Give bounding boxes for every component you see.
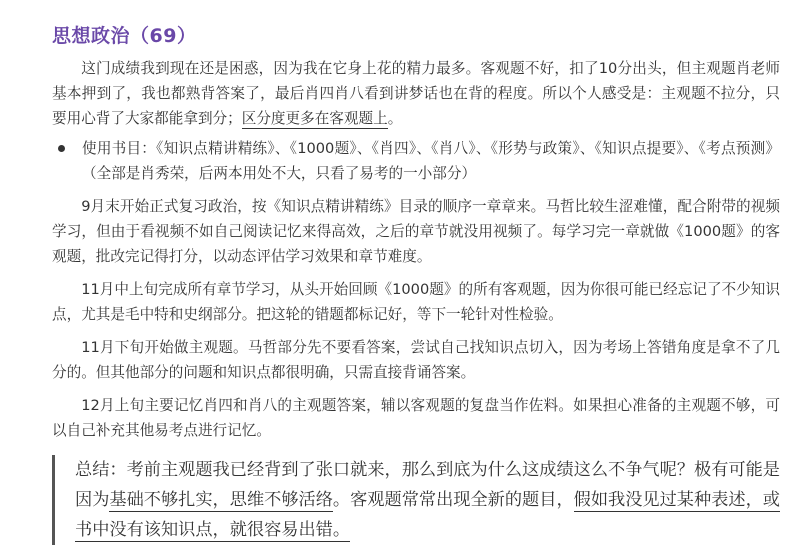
intro-tail: 。 (387, 110, 403, 127)
document-page (52, 22, 780, 545)
section-heading: 思想政治（69） (52, 25, 197, 47)
books-list-item (52, 136, 780, 186)
summary-underlined-1: 基础不够扎实，思维不够活络 (109, 490, 333, 510)
paragraph-late-november: 11月下旬开始做主观题。马哲部分先不要看答案，尝试自己找知识点切入，因为考场上答错角度是拿不了几分的。但其他部分的问题和知识点都很明确，只需直接背诵答案。 (52, 339, 780, 381)
summary-quote (52, 455, 780, 545)
bullet-dot-icon (58, 145, 65, 152)
intro-text: 这门成绩我到现在还是困惑，因为我在它身上花的精力最多。客观题不好，扣了10分出头，但主观题肖老师基本押到了，我也都熟背答案了，最后肖四肖八看到讲梦话也在背的程度。所以个人感受是：主观题不拉分，只要用心背了大家都能拿到分； (52, 60, 780, 127)
summary-underlined-2: 假如我没见过某种表述，或书中没有该知识点，就很容易出错。 (75, 490, 780, 540)
summary-text-part2: 。客观题常常出现全新的题目， (332, 490, 574, 510)
paragraph-september: 9月末开始正式复习政治，按《知识点精讲精练》目录的顺序一章章来。马哲比较生涩难懂，配合附带的视频学习，但由于看视频不如自己阅读记忆来得高效，之后的章节就没用视频了。每学习完一章就做《1000题》的客观题，批改完记得打分，以动态评估学习效果和章节难度。 (52, 198, 780, 265)
books-text: 使用书目：《知识点精讲精练》、《1000题》、《肖四》、《肖八》、《形势与政策》、《知识点提要》、《考点预测》（全部是肖秀荣，后两本用处不大，只看了易考的一小部分） (82, 140, 780, 182)
paragraph-december: 12月上旬主要记忆肖四和肖八的主观题答案，辅以客观题的复盘当作佐料。如果担心准备的主观题不够，可以自己补充其他易考点进行记忆。 (52, 397, 780, 439)
intro-paragraph (52, 56, 780, 131)
books-list (52, 136, 780, 186)
intro-underlined-text: 区分度更多在客观题上 (241, 110, 388, 127)
paragraph-mid-november: 11月中上旬完成所有章节学习，从头开始回顾《1000题》的所有客观题，因为你很可能已经忘记了不少知识点，尤其是毛中特和史纲部分。把这轮的错题都标记好，等下一轮针对性检验。 (52, 281, 780, 323)
summary-text-part1: 总结：考前主观题我已经背到了张口就来，那么到底为什么这成绩这么不争气呢？极有可能是因为 (75, 460, 780, 510)
